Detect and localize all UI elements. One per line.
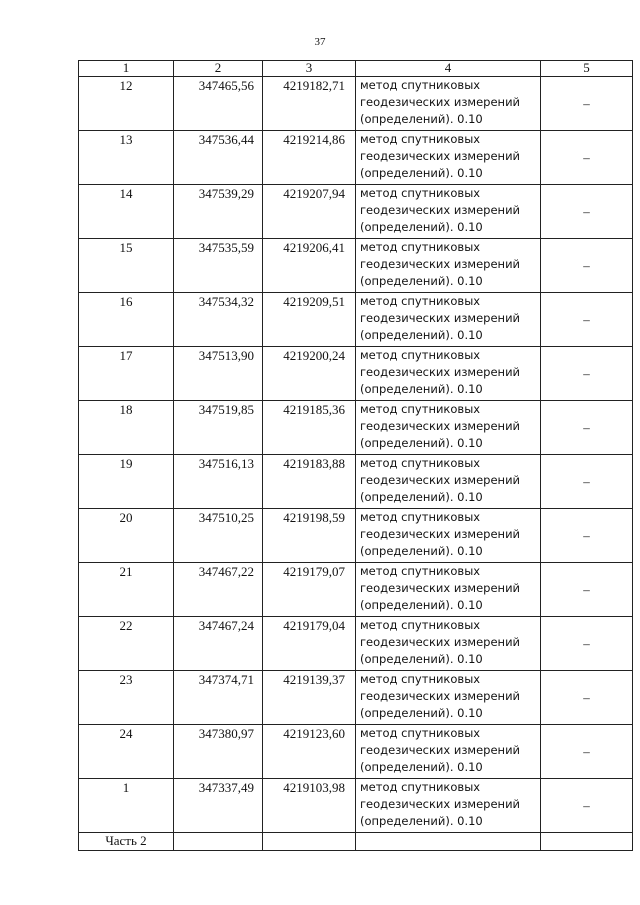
y-coordinate-cell: 4219103,98: [263, 779, 356, 833]
method-line: метод спутниковых: [360, 294, 481, 308]
method-line: (определений). 0.10: [360, 274, 483, 288]
method-cell: [356, 779, 541, 833]
method-cell: [356, 563, 541, 617]
method-line: метод спутниковых: [360, 186, 481, 200]
y-coordinate-cell: 4219182,71: [263, 77, 356, 131]
table-row: [79, 131, 633, 185]
method-line: (определений). 0.10: [360, 490, 483, 504]
page-number: 37: [314, 36, 326, 48]
method-line: метод спутниковых: [360, 402, 481, 416]
method-cell: [356, 509, 541, 563]
method-cell: [356, 401, 541, 455]
method-line: (определений). 0.10: [360, 814, 483, 828]
x-coordinate-cell: 347516,13: [174, 455, 263, 509]
x-coordinate-cell: 347513,90: [174, 347, 263, 401]
table-row: [79, 77, 633, 131]
table-row: [79, 509, 633, 563]
method-line: метод спутниковых: [360, 240, 481, 254]
column-5-cell: –: [541, 563, 633, 617]
method-line: (определений). 0.10: [360, 436, 483, 450]
x-coordinate-cell: 347467,22: [174, 563, 263, 617]
method-line: (определений). 0.10: [360, 166, 483, 180]
header-col-5: 5: [541, 61, 633, 77]
method-line: геодезических измерений: [360, 797, 521, 811]
method-line: геодезических измерений: [360, 419, 521, 433]
part-label: Часть 2: [79, 833, 174, 851]
y-coordinate-cell: 4219185,36: [263, 401, 356, 455]
column-5-cell: –: [541, 185, 633, 239]
method-line: геодезических измерений: [360, 365, 521, 379]
empty-cell: [541, 833, 633, 851]
point-number-cell: 15: [79, 239, 174, 293]
empty-cell: [174, 833, 263, 851]
method-line: метод спутниковых: [360, 456, 481, 470]
empty-cell: [263, 833, 356, 851]
column-5-cell: –: [541, 239, 633, 293]
point-number-cell: 17: [79, 347, 174, 401]
method-line: геодезических измерений: [360, 635, 521, 649]
column-5-cell: –: [541, 455, 633, 509]
x-coordinate-cell: 347467,24: [174, 617, 263, 671]
method-cell: [356, 671, 541, 725]
method-line: (определений). 0.10: [360, 598, 483, 612]
method-line: (определений). 0.10: [360, 328, 483, 342]
method-cell: [356, 293, 541, 347]
table-row: [79, 185, 633, 239]
x-coordinate-cell: 347539,29: [174, 185, 263, 239]
method-line: метод спутниковых: [360, 348, 481, 362]
method-line: геодезических измерений: [360, 743, 521, 757]
method-line: метод спутниковых: [360, 510, 481, 524]
table-row: [79, 293, 633, 347]
column-5-cell: –: [541, 347, 633, 401]
header-col-3: 3: [263, 61, 356, 77]
method-line: геодезических измерений: [360, 689, 521, 703]
method-line: метод спутниковых: [360, 672, 481, 686]
x-coordinate-cell: 347465,56: [174, 77, 263, 131]
column-5-cell: –: [541, 725, 633, 779]
column-5-cell: –: [541, 293, 633, 347]
y-coordinate-cell: 4219179,07: [263, 563, 356, 617]
table-row: [79, 617, 633, 671]
header-col-1: 1: [79, 61, 174, 77]
point-number-cell: 18: [79, 401, 174, 455]
point-number-cell: 21: [79, 563, 174, 617]
y-coordinate-cell: 4219206,41: [263, 239, 356, 293]
method-line: метод спутниковых: [360, 780, 481, 794]
method-cell: [356, 725, 541, 779]
y-coordinate-cell: 4219209,51: [263, 293, 356, 347]
table-row: [79, 347, 633, 401]
method-line: геодезических измерений: [360, 149, 521, 163]
table-row: [79, 239, 633, 293]
header-col-4: 4: [356, 61, 541, 77]
table-row: [79, 455, 633, 509]
table-body: [79, 77, 633, 851]
point-number-cell: 24: [79, 725, 174, 779]
table-row: [79, 671, 633, 725]
y-coordinate-cell: 4219207,94: [263, 185, 356, 239]
table-row: [79, 563, 633, 617]
method-line: метод спутниковых: [360, 132, 481, 146]
header-col-2: 2: [174, 61, 263, 77]
y-coordinate-cell: 4219183,88: [263, 455, 356, 509]
y-coordinate-cell: 4219198,59: [263, 509, 356, 563]
x-coordinate-cell: 347535,59: [174, 239, 263, 293]
point-number-cell: 16: [79, 293, 174, 347]
y-coordinate-cell: 4219139,37: [263, 671, 356, 725]
x-coordinate-cell: 347534,32: [174, 293, 263, 347]
point-number-cell: 23: [79, 671, 174, 725]
point-number-cell: 14: [79, 185, 174, 239]
method-line: геодезических измерений: [360, 527, 521, 541]
method-line: геодезических измерений: [360, 95, 521, 109]
table-row: [79, 779, 633, 833]
column-5-cell: –: [541, 131, 633, 185]
method-line: (определений). 0.10: [360, 112, 483, 126]
x-coordinate-cell: 347510,25: [174, 509, 263, 563]
point-number-cell: 12: [79, 77, 174, 131]
column-5-cell: –: [541, 77, 633, 131]
column-5-cell: –: [541, 779, 633, 833]
x-coordinate-cell: 347519,85: [174, 401, 263, 455]
y-coordinate-cell: 4219123,60: [263, 725, 356, 779]
method-line: (определений). 0.10: [360, 220, 483, 234]
x-coordinate-cell: 347374,71: [174, 671, 263, 725]
table-row: [79, 725, 633, 779]
method-cell: [356, 455, 541, 509]
x-coordinate-cell: 347380,97: [174, 725, 263, 779]
column-5-cell: –: [541, 401, 633, 455]
method-line: метод спутниковых: [360, 726, 481, 740]
part-row: [79, 833, 633, 851]
y-coordinate-cell: 4219179,04: [263, 617, 356, 671]
column-5-cell: –: [541, 671, 633, 725]
method-cell: [356, 77, 541, 131]
method-line: метод спутниковых: [360, 564, 481, 578]
method-line: (определений). 0.10: [360, 760, 483, 774]
coordinates-table: [78, 60, 633, 851]
point-number-cell: 20: [79, 509, 174, 563]
method-line: геодезических измерений: [360, 203, 521, 217]
table-header-row: [79, 61, 633, 77]
method-line: геодезических измерений: [360, 473, 521, 487]
method-cell: [356, 239, 541, 293]
table-row: [79, 401, 633, 455]
method-line: геодезических измерений: [360, 581, 521, 595]
point-number-cell: 19: [79, 455, 174, 509]
method-cell: [356, 131, 541, 185]
method-line: метод спутниковых: [360, 618, 481, 632]
method-line: (определений). 0.10: [360, 652, 483, 666]
method-line: (определений). 0.10: [360, 706, 483, 720]
empty-cell: [356, 833, 541, 851]
method-cell: [356, 617, 541, 671]
x-coordinate-cell: 347536,44: [174, 131, 263, 185]
method-line: геодезических измерений: [360, 257, 521, 271]
column-5-cell: –: [541, 617, 633, 671]
method-line: (определений). 0.10: [360, 382, 483, 396]
method-line: (определений). 0.10: [360, 544, 483, 558]
method-line: геодезических измерений: [360, 311, 521, 325]
y-coordinate-cell: 4219214,86: [263, 131, 356, 185]
column-5-cell: –: [541, 509, 633, 563]
y-coordinate-cell: 4219200,24: [263, 347, 356, 401]
method-cell: [356, 347, 541, 401]
method-line: метод спутниковых: [360, 78, 481, 92]
point-number-cell: 1: [79, 779, 174, 833]
point-number-cell: 22: [79, 617, 174, 671]
x-coordinate-cell: 347337,49: [174, 779, 263, 833]
point-number-cell: 13: [79, 131, 174, 185]
method-cell: [356, 185, 541, 239]
